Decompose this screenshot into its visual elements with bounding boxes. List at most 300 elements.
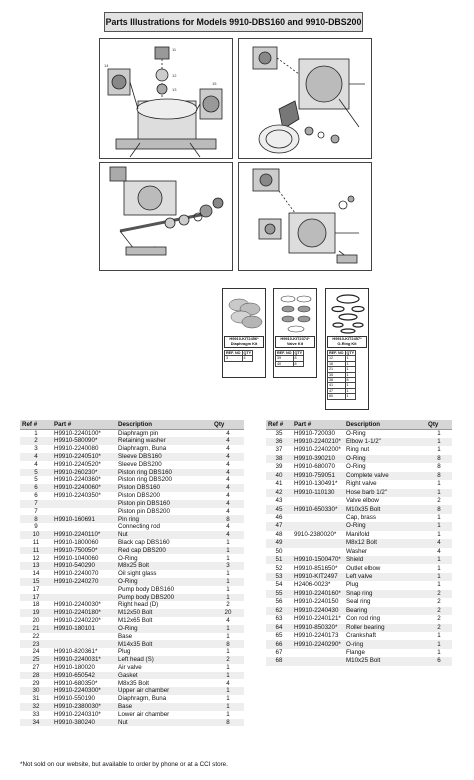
cell-ref: 14 xyxy=(32,570,40,578)
table-row xyxy=(20,648,244,656)
cell-description: Right valve xyxy=(346,480,377,488)
cell-qty: 1 xyxy=(437,429,441,437)
cell-qty: 1 xyxy=(226,585,230,593)
cell-description: Roller bearing xyxy=(344,624,426,632)
table-header-row xyxy=(266,420,452,429)
cell-qty: 1 xyxy=(437,446,441,454)
cell-ref: 62 xyxy=(266,607,292,615)
cell-description: M12x65 Bolt xyxy=(118,617,153,625)
table-row xyxy=(266,463,452,471)
cell-part-number: H9910-2240290* xyxy=(292,640,344,648)
cell-part-number xyxy=(292,522,344,530)
cell-ref: 52 xyxy=(275,564,283,572)
cell-part-number: H9910-KIT2497 xyxy=(292,573,344,581)
cell-part-number: H9910-390210 xyxy=(292,455,344,463)
kit-valve xyxy=(273,288,317,378)
svg-text:13: 13 xyxy=(172,87,177,92)
cell-ref: 30 xyxy=(20,687,52,695)
cell-description: O-Ring xyxy=(344,455,426,463)
table-row xyxy=(266,581,452,589)
cell-part-number xyxy=(292,514,344,522)
svg-text:14: 14 xyxy=(104,63,109,68)
table-row xyxy=(266,564,452,572)
table-row xyxy=(20,508,244,516)
kit-diaphragm-table: REF. NO QTY 3 4 xyxy=(226,351,252,361)
cell-part-number: H9910-750050* xyxy=(52,547,116,555)
cell-qty: 4 xyxy=(212,469,244,477)
cell-ref: 39 xyxy=(275,463,283,471)
cell-description: O-Ring xyxy=(344,522,426,530)
cell-ref: 38 xyxy=(266,455,292,463)
cell-ref: 67 xyxy=(275,648,283,656)
cell-description: Piston ring DBS160 xyxy=(116,469,212,477)
cell-part-number: H9910-851650* xyxy=(294,564,338,572)
cell-description: Left valve xyxy=(344,573,426,581)
cell-qty: 1 xyxy=(212,578,244,586)
table-row xyxy=(20,531,244,539)
cell-ref: 51 xyxy=(266,556,292,564)
cell-part-number: H9910-380240 xyxy=(52,719,116,727)
cell-ref: 19 xyxy=(20,609,52,617)
cell-part-number: H9910-1800060 xyxy=(54,538,99,546)
table-row xyxy=(20,492,244,500)
cell-qty: 4 xyxy=(226,617,230,625)
cell-qty: 4 xyxy=(212,437,244,445)
cell-qty: 4 xyxy=(226,445,230,453)
pump-body-illustration xyxy=(100,39,234,160)
cell-part-number: H9910-160691 xyxy=(52,515,116,523)
cell-qty: 20 xyxy=(212,609,244,617)
cell-qty: 1 xyxy=(437,513,441,521)
cell-qty: 1 xyxy=(212,687,244,695)
cell-qty: 1 xyxy=(437,564,441,572)
cell-qty: 1 xyxy=(212,594,244,602)
cell-description: Manifold xyxy=(346,530,370,538)
cell-description: Oil sight glass xyxy=(118,570,157,578)
table-row xyxy=(20,633,244,641)
cell-part-number: H9910-580090* xyxy=(52,437,116,445)
table-row xyxy=(266,590,452,598)
cell-part-number xyxy=(52,640,116,648)
parts-table-right xyxy=(266,420,452,666)
cell-description: Outlet elbow xyxy=(346,564,381,572)
cell-ref: 3 xyxy=(34,445,38,453)
cell-ref: 65 xyxy=(275,632,283,640)
cell-description: Seal ring xyxy=(346,598,371,606)
cell-description: Air valve xyxy=(118,663,142,671)
cell-qty: 4 xyxy=(212,531,244,539)
cell-part-number xyxy=(292,657,344,665)
table-row xyxy=(20,562,244,570)
cell-qty: 2 xyxy=(437,497,441,505)
cell-qty: 1 xyxy=(426,640,452,648)
cell-ref: 7 xyxy=(34,507,38,515)
cell-part-number: H9910-650330* xyxy=(292,505,344,513)
svg-text:15: 15 xyxy=(212,81,217,86)
table-row xyxy=(20,437,244,445)
cell-part-number xyxy=(52,500,116,508)
cell-part-number: H9910-180101 xyxy=(52,625,116,633)
diaphragm-kit-icon xyxy=(223,289,267,335)
table-row xyxy=(266,489,452,497)
cell-part-number xyxy=(292,539,344,547)
cell-ref: 35 xyxy=(275,429,283,437)
cell-description: Nut xyxy=(116,719,212,727)
cell-qty: 4 xyxy=(226,429,230,437)
cell-part-number: H9910-540290 xyxy=(52,562,116,570)
cell-description: Piston pin DBS160 xyxy=(116,500,212,508)
table-row xyxy=(266,548,452,556)
cell-part-number xyxy=(52,594,116,602)
table-row xyxy=(20,617,244,625)
cell-qty: 8 xyxy=(426,455,452,463)
cell-qty: 8 xyxy=(212,640,244,648)
table-row xyxy=(266,522,452,530)
cell-part-number: H9910-2240510* xyxy=(52,453,116,461)
cell-description: Retaining washer xyxy=(116,437,212,445)
col-qty: Qty xyxy=(426,420,452,429)
cell-qty: 1 xyxy=(226,695,230,703)
cell-qty: 4 xyxy=(226,679,230,687)
cell-part-number: H9910-2240200* xyxy=(294,446,341,454)
cell-part-number: H9910-130491* xyxy=(294,480,338,488)
table-row xyxy=(266,429,452,438)
cell-ref: 4 xyxy=(20,453,52,461)
cell-part-number: H9910-2240160* xyxy=(292,590,344,598)
cell-description: M8x25 Bolt xyxy=(116,562,212,570)
cell-ref: 25 xyxy=(20,656,52,664)
table-row xyxy=(20,672,244,680)
cell-part-number: H9910-2240360* xyxy=(54,476,101,484)
cell-ref: 40 xyxy=(266,472,292,480)
cell-qty: 8 xyxy=(212,515,244,523)
footnote: *Not sold on our website, but available to order by phone or at a CCI store. xyxy=(20,761,228,768)
cell-ref: 7 xyxy=(20,500,52,508)
cell-description: Pump body DBS160 xyxy=(118,585,175,593)
col-description: Description xyxy=(116,420,212,429)
cell-part-number: H9910-110130 xyxy=(292,489,344,497)
table-row xyxy=(20,453,244,461)
cell-description: Pump body DBS200 xyxy=(116,594,212,602)
cell-qty: 1 xyxy=(437,648,441,656)
cell-ref: 23 xyxy=(20,640,52,648)
table-row xyxy=(20,476,244,484)
cell-ref: 32 xyxy=(20,703,52,711)
cell-description: Elbow 1-1/2" xyxy=(344,438,426,446)
table-row xyxy=(20,445,244,453)
table-row xyxy=(266,607,452,615)
cell-description: Shield xyxy=(344,556,426,564)
cell-qty: 1 xyxy=(426,438,452,446)
cell-ref: 5 xyxy=(34,476,38,484)
col-qty: Qty xyxy=(212,420,244,429)
cell-qty: 1 xyxy=(437,581,441,589)
kit-diaphragm-name: H9910-KIT2456* Diaphragm Kit xyxy=(224,336,264,348)
cell-description: M8x12 Bolt xyxy=(344,539,426,547)
table-row xyxy=(266,649,452,657)
cell-description: M12x50 Bolt xyxy=(116,609,212,617)
cell-description: Snap ring xyxy=(344,590,426,598)
cell-description: Black cap DBS160 xyxy=(118,538,170,546)
cell-qty: 2 xyxy=(212,656,244,664)
cell-part-number: H9910-680070 xyxy=(294,463,335,471)
cell-qty: 4 xyxy=(226,476,230,484)
cell-part-number: H9910-2240300* xyxy=(52,687,116,695)
cell-ref: 17 xyxy=(32,585,40,593)
table-row xyxy=(20,586,244,594)
cell-qty: 1 xyxy=(437,530,441,538)
cell-part-number: H9910-1040060 xyxy=(54,554,99,562)
col-description: Description xyxy=(344,420,426,429)
cell-qty: 2 xyxy=(226,601,230,609)
cell-description: Red cap DBS200 xyxy=(116,547,212,555)
cell-ref: 9 xyxy=(34,523,38,531)
cell-qty: 8 xyxy=(426,472,452,480)
cell-description: Plug xyxy=(346,581,359,589)
manifold-illustration xyxy=(239,163,373,272)
parts-table-left xyxy=(20,420,244,726)
table-row xyxy=(266,505,452,513)
cell-part-number: H9910-550190 xyxy=(54,695,95,703)
table-row xyxy=(20,578,244,586)
table-row xyxy=(266,657,452,665)
cell-ref: 37 xyxy=(275,446,283,454)
cell-ref: 17 xyxy=(20,594,52,602)
cell-ref: 15 xyxy=(20,578,52,586)
cell-ref: 33 xyxy=(32,710,40,718)
table-row xyxy=(20,656,244,664)
cell-description: Ring nut xyxy=(346,446,370,454)
cell-part-number: H9910-2240210* xyxy=(292,438,344,446)
cell-qty: 1 xyxy=(426,489,452,497)
cell-description: O-ring xyxy=(344,640,426,648)
cell-qty: 4 xyxy=(426,539,452,547)
cell-part-number: H9910-850320* xyxy=(292,624,344,632)
cell-description: Hose barb 1/2" xyxy=(344,489,426,497)
cell-part-number: H9910-2240070 xyxy=(54,570,99,578)
cell-description: Piston pin DBS200 xyxy=(118,507,170,515)
cell-description: Sleeve DBS200 xyxy=(118,460,162,468)
cell-description: Bearing xyxy=(344,607,426,615)
cell-description: Flange xyxy=(346,648,365,656)
cell-qty: 1 xyxy=(226,710,230,718)
cell-ref: 18 xyxy=(32,601,40,609)
cell-qty: 8 xyxy=(212,719,244,727)
cell-ref: 8 xyxy=(20,515,52,523)
cell-description: M8x35 Bolt xyxy=(118,679,149,687)
cell-description: Pin ring xyxy=(116,515,212,523)
cell-ref: 47 xyxy=(266,522,292,530)
cell-qty: 3 xyxy=(212,562,244,570)
cell-part-number: H9910-2240080 xyxy=(54,445,99,453)
table-row xyxy=(266,455,452,463)
exploded-view-pump-body xyxy=(99,38,233,159)
cell-part-number: H9910-2240173 xyxy=(294,632,339,640)
col-ref: Ref # xyxy=(266,420,292,429)
table-row xyxy=(266,539,452,547)
cell-ref: 34 xyxy=(20,719,52,727)
cell-qty: 8 xyxy=(437,463,441,471)
table-row xyxy=(20,547,244,555)
cell-qty: 4 xyxy=(437,547,441,555)
cell-description: O-Ring xyxy=(116,578,212,586)
cell-qty: 1 xyxy=(437,480,441,488)
col-ref: Ref # xyxy=(20,420,52,429)
cell-qty: 2 xyxy=(426,624,452,632)
table-row xyxy=(266,472,452,480)
cell-part-number: H9910-2240100* xyxy=(54,429,101,437)
exploded-view-manifold xyxy=(238,162,372,271)
cell-ref: 6 xyxy=(20,484,52,492)
kit-oring-name: H9910-KIT2457* O-Ring Kit xyxy=(327,336,367,348)
table-row xyxy=(266,531,452,539)
cell-ref: 64 xyxy=(266,624,292,632)
cell-part-number: H9910-680350* xyxy=(54,679,98,687)
kit-oring-table: REF. NO QTY 12 1 16 1 21 1 35 1 38 8 41 1 47 1 60 1 xyxy=(329,351,355,399)
table-row xyxy=(20,523,244,531)
cell-description: M14x35 Bolt xyxy=(116,640,212,648)
cell-description: Connecting rod xyxy=(118,523,160,531)
cell-ref: 12 xyxy=(32,554,40,562)
cell-part-number: H9910-2240430 xyxy=(292,607,344,615)
table-row xyxy=(20,469,244,477)
cell-qty: 2 xyxy=(426,590,452,598)
cell-ref: 49 xyxy=(266,539,292,547)
cell-description: M10x25 Bolt xyxy=(344,657,426,665)
cell-description: Crankshaft xyxy=(346,632,376,640)
table-row xyxy=(20,664,244,672)
table-row xyxy=(266,438,452,446)
cell-ref: 31 xyxy=(32,695,40,703)
cell-qty: 4 xyxy=(226,523,230,531)
cell-part-number: H2406-0023* xyxy=(294,581,331,589)
cell-ref: 21 xyxy=(20,625,52,633)
cell-ref: 28 xyxy=(20,672,52,680)
table-row xyxy=(20,515,244,523)
cell-qty: 1 xyxy=(226,538,230,546)
cell-qty: 1 xyxy=(426,556,452,564)
cell-qty: 1 xyxy=(226,632,230,640)
cell-part-number: H9910-2240180* xyxy=(52,609,116,617)
cell-ref: 27 xyxy=(32,663,40,671)
cell-part-number xyxy=(292,649,344,657)
cell-qty: 4 xyxy=(226,460,230,468)
cell-part-number: H9910-2240031* xyxy=(52,656,116,664)
kit-valve-table: REF. NO QTY 39 8 40 8 xyxy=(277,351,303,366)
cell-ref: 22 xyxy=(32,632,40,640)
cell-part-number: H9910-2240350* xyxy=(54,492,101,500)
cell-description: Cap, brass xyxy=(346,513,376,521)
cell-description: Con rod ring xyxy=(346,615,381,623)
cell-qty: 1 xyxy=(226,570,230,578)
cell-description: Diaphragm pin xyxy=(118,429,159,437)
cell-description: Piston ring DBS200 xyxy=(118,476,172,484)
cell-ref: 68 xyxy=(266,657,292,665)
table-row xyxy=(20,484,244,492)
cell-ref: 36 xyxy=(266,438,292,446)
cell-ref: 48 xyxy=(275,530,283,538)
cell-part-number: H9910-820361* xyxy=(54,648,98,656)
table-row xyxy=(266,556,452,564)
cell-part-number: H9910-759051 xyxy=(292,472,344,480)
cell-ref: 46 xyxy=(275,513,283,521)
table-row xyxy=(266,640,452,648)
cell-ref: 43 xyxy=(275,497,283,505)
cell-qty: 1 xyxy=(212,672,244,680)
cell-ref: 2 xyxy=(20,437,52,445)
exploded-view-crankshaft xyxy=(99,162,233,271)
cell-part-number: H9910-2240150 xyxy=(294,598,339,606)
table-row xyxy=(20,711,244,719)
cell-description: Right head (D) xyxy=(118,601,159,609)
table-row xyxy=(20,703,244,711)
cell-part-number: H9910-650542 xyxy=(52,672,116,680)
cell-part-number xyxy=(52,586,116,594)
cell-part-number: H9910-2380030* xyxy=(52,703,116,711)
table-row xyxy=(20,625,244,633)
cell-part-number: H9910-2240121* xyxy=(294,615,341,623)
cell-description: Piston DBS200 xyxy=(118,492,160,500)
cell-ref: 56 xyxy=(275,598,283,606)
table-row xyxy=(266,446,452,454)
cell-qty: 1 xyxy=(212,703,244,711)
table-row xyxy=(20,461,244,469)
cell-qty: 2 xyxy=(426,607,452,615)
cell-part-number: H9910-2240110* xyxy=(52,531,116,539)
cell-part-number: H9910-2240520* xyxy=(54,460,101,468)
svg-text:11: 11 xyxy=(172,47,177,52)
col-part: Part # xyxy=(292,420,344,429)
kit-oring xyxy=(325,288,369,410)
cell-part-number xyxy=(52,508,116,516)
cell-qty: 1 xyxy=(212,625,244,633)
cell-part-number xyxy=(52,633,116,641)
cell-part-number: H9910-2240310* xyxy=(54,710,101,718)
cell-qty: 2 xyxy=(437,598,441,606)
cell-ref: 63 xyxy=(275,615,283,623)
cell-description: M10x35 Bolt xyxy=(344,505,426,513)
cell-qty: 1 xyxy=(226,554,230,562)
cell-qty: 4 xyxy=(212,484,244,492)
table-row xyxy=(20,679,244,687)
cell-description: Washer xyxy=(346,547,368,555)
table-row xyxy=(20,640,244,648)
cell-description: Gasket xyxy=(116,672,212,680)
cell-description: Plug xyxy=(118,648,131,656)
table-row xyxy=(20,687,244,695)
cell-qty: 1 xyxy=(426,573,452,581)
cell-ref: 29 xyxy=(32,679,40,687)
cell-ref: 45 xyxy=(266,505,292,513)
cell-description: Diaphragm, Buna xyxy=(118,445,167,453)
cell-ref: 4 xyxy=(34,460,38,468)
cell-description: Base xyxy=(116,703,212,711)
cell-ref: 5 xyxy=(20,469,52,477)
cell-qty: 1 xyxy=(426,522,452,530)
cell-part-number: 9910-2380020* xyxy=(294,530,337,538)
cell-description: Upper air chamber xyxy=(116,687,212,695)
cell-ref: 41 xyxy=(275,480,283,488)
cell-qty: 4 xyxy=(212,453,244,461)
crankshaft-illustration xyxy=(100,163,234,272)
table-row xyxy=(20,570,244,578)
cell-ref: 1 xyxy=(34,429,38,437)
cell-qty: 1 xyxy=(226,648,230,656)
table-row xyxy=(266,615,452,623)
cell-ref: 20 xyxy=(32,617,40,625)
table-row xyxy=(20,429,244,437)
table-row xyxy=(20,539,244,547)
